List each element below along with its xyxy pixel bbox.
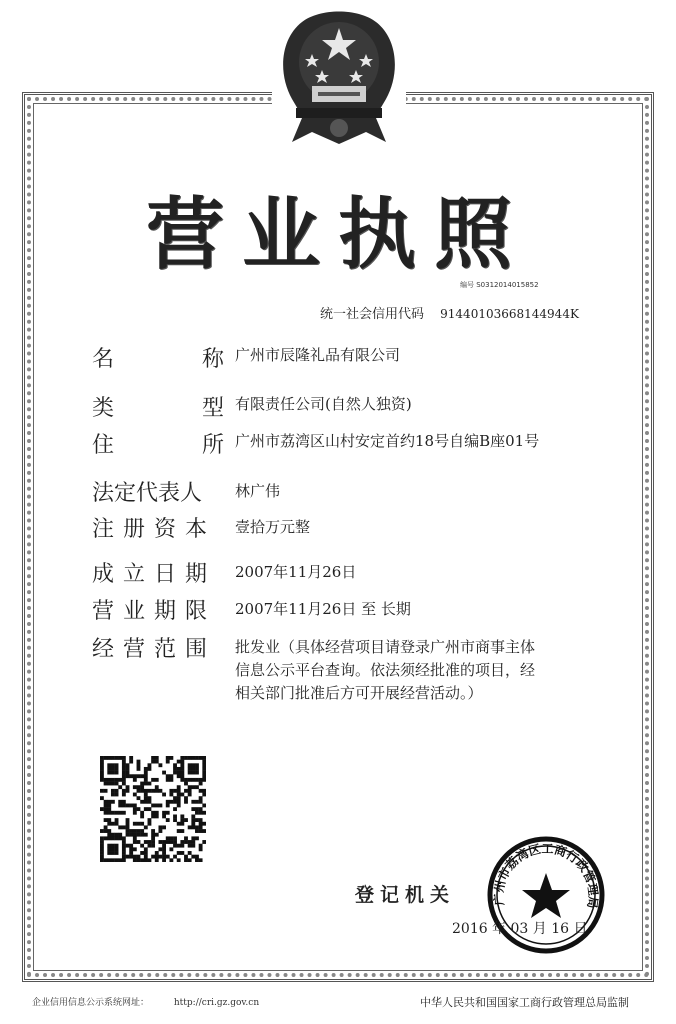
field-label: 成立日期 [92,562,217,587]
field-label: 经营范围 [92,637,217,662]
scope-line: 信息公示平台查询。依法须经批准的项目，经 [235,661,536,679]
credit-code-label: 统一社会信用代码 [320,307,425,322]
field-label [92,428,224,459]
serial-number: 编号 S0312014015852 [460,281,539,289]
seal-text: 广州市荔湾区工商行政管理局 [491,841,601,910]
footer-system-label: 企业信用信息公示系统网址： [32,998,150,1008]
field-label-char: 类 [92,396,115,421]
footer-system [32,995,259,1008]
field-value: 2007年11月26日 至 长期 [235,600,411,618]
field-label-char: 称 [201,347,224,372]
issue-date: 2016 年 03 月 16 日 [452,921,588,937]
field-value: 2007年11月26日 [235,563,357,581]
national-emblem [272,4,406,152]
field-label [92,391,224,422]
footer-authority: 中华人民共和国国家工商行政管理总局监制 [420,996,629,1009]
credit-code-value: 91440103668144944K [440,307,579,321]
document-title: 营业执照 [145,189,530,280]
qr-code [100,756,206,862]
field-value: 广州市荔湾区山村安定首约18号自编B座01号 [235,432,540,450]
footer-url: http://cri.gz.gov.cn [173,998,260,1008]
field-label-char: 名 [92,347,115,372]
field-value: 有限责任公司(自然人独资) [235,395,412,413]
field-value: 广州市辰隆礼品有限公司 [235,346,401,364]
field-label [92,342,224,373]
credit-code-line [320,303,579,322]
scope-line: 相关部门批准后方可开展经营活动。） [235,684,483,702]
field-label-char: 型 [201,396,224,421]
field-value: 林广伟 [235,482,281,500]
field-label-char: 所 [201,433,224,458]
field-label-char: 住 [92,433,115,458]
field-label: 法定代表人 [92,481,203,506]
field-value: 壹拾万元整 [235,518,311,536]
field-label: 营业期限 [92,599,217,624]
field-label: 注册资本 [92,517,217,542]
registrar-label: 登记机关 [355,884,456,906]
field-value-scope [235,636,615,705]
scope-line: 批发业（具体经营项目请登录广州市商事主体 [235,638,536,656]
